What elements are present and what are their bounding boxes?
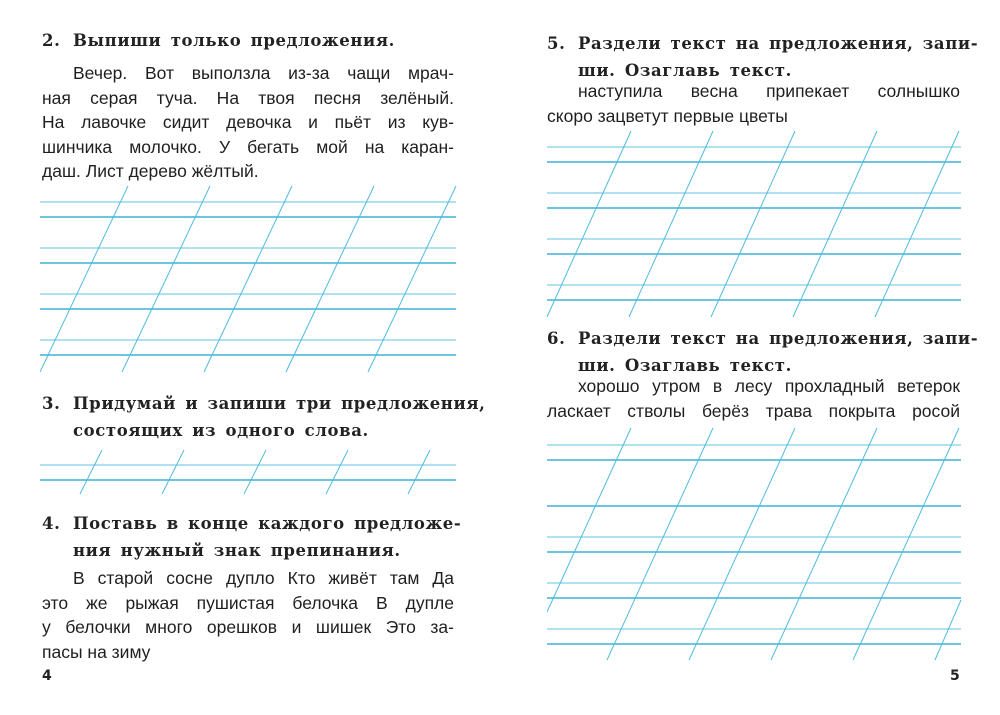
task-title-line: Раздели текст на предложения, запи-	[578, 329, 979, 348]
text-line: это же рыжая пушистая белочка В дупле	[42, 592, 454, 613]
task-title-line: Придумай и запиши три предложения,	[73, 394, 486, 413]
task-title-line: ния нужный знак препинания.	[73, 541, 401, 560]
task-number: 4.	[42, 514, 61, 533]
task-5-title	[547, 30, 979, 84]
text-line: даш. Лист дерево жёлтый.	[42, 161, 259, 181]
task-title-line: Раздели текст на предложения, запи-	[578, 34, 979, 53]
task-2-text	[42, 61, 454, 184]
task-4-title	[42, 510, 462, 564]
text-line: В старой сосне дупло Кто живёт там Да	[73, 568, 454, 588]
text-line: ласкает стволы берёз трава покрыта росой	[547, 400, 960, 421]
task-title-line: Поставь в конце каждого предложе-	[73, 514, 462, 533]
task-number: 5.	[547, 34, 566, 53]
text-line: хорошо утром в лесу прохладный ветерок	[578, 376, 960, 396]
writing-grid-task-5[interactable]	[547, 127, 967, 322]
task-title-line: ши. Озаглавь текст.	[578, 356, 792, 375]
text-line: у белочки много орешков и шишек Это за-	[42, 617, 454, 637]
task-title-line: ши. Озаглавь текст.	[578, 61, 792, 80]
task-6-text	[547, 374, 960, 423]
task-title-line: состоящих из одного слова.	[73, 421, 369, 440]
text-line: На лавочке сидит девочка и пьёт из кув-	[42, 112, 454, 132]
task-number: 3.	[42, 394, 61, 413]
task-number: 6.	[547, 329, 566, 348]
page-number: 4	[42, 668, 52, 684]
task-3-title	[42, 390, 486, 444]
writing-grid-task-2[interactable]	[40, 182, 460, 377]
task-4-text	[42, 566, 454, 664]
writing-grid-task-6[interactable]	[547, 424, 967, 664]
text-line: шинчика молочко. У бегать мой на каран-	[42, 136, 454, 157]
task-5-text	[547, 79, 960, 128]
text-line: наступила весна припекает солнышко	[578, 81, 960, 101]
task-2-title	[42, 27, 454, 54]
task-number: 2.	[42, 31, 61, 50]
text-line: Вечер. Вот выползла из-за чащи мрач-	[73, 63, 454, 83]
text-line: скоро зацветут первые цветы	[547, 105, 788, 126]
text-line: ная серая туча. На твоя песня зелёный.	[42, 87, 454, 108]
right-page	[500, 0, 1000, 715]
writing-grid-task-3[interactable]	[40, 448, 460, 496]
page-number: 5	[950, 668, 960, 684]
text-line: пасы на зиму	[42, 641, 151, 662]
task-title-line: Выпиши только предложения.	[73, 31, 395, 50]
task-6-title	[547, 325, 979, 379]
